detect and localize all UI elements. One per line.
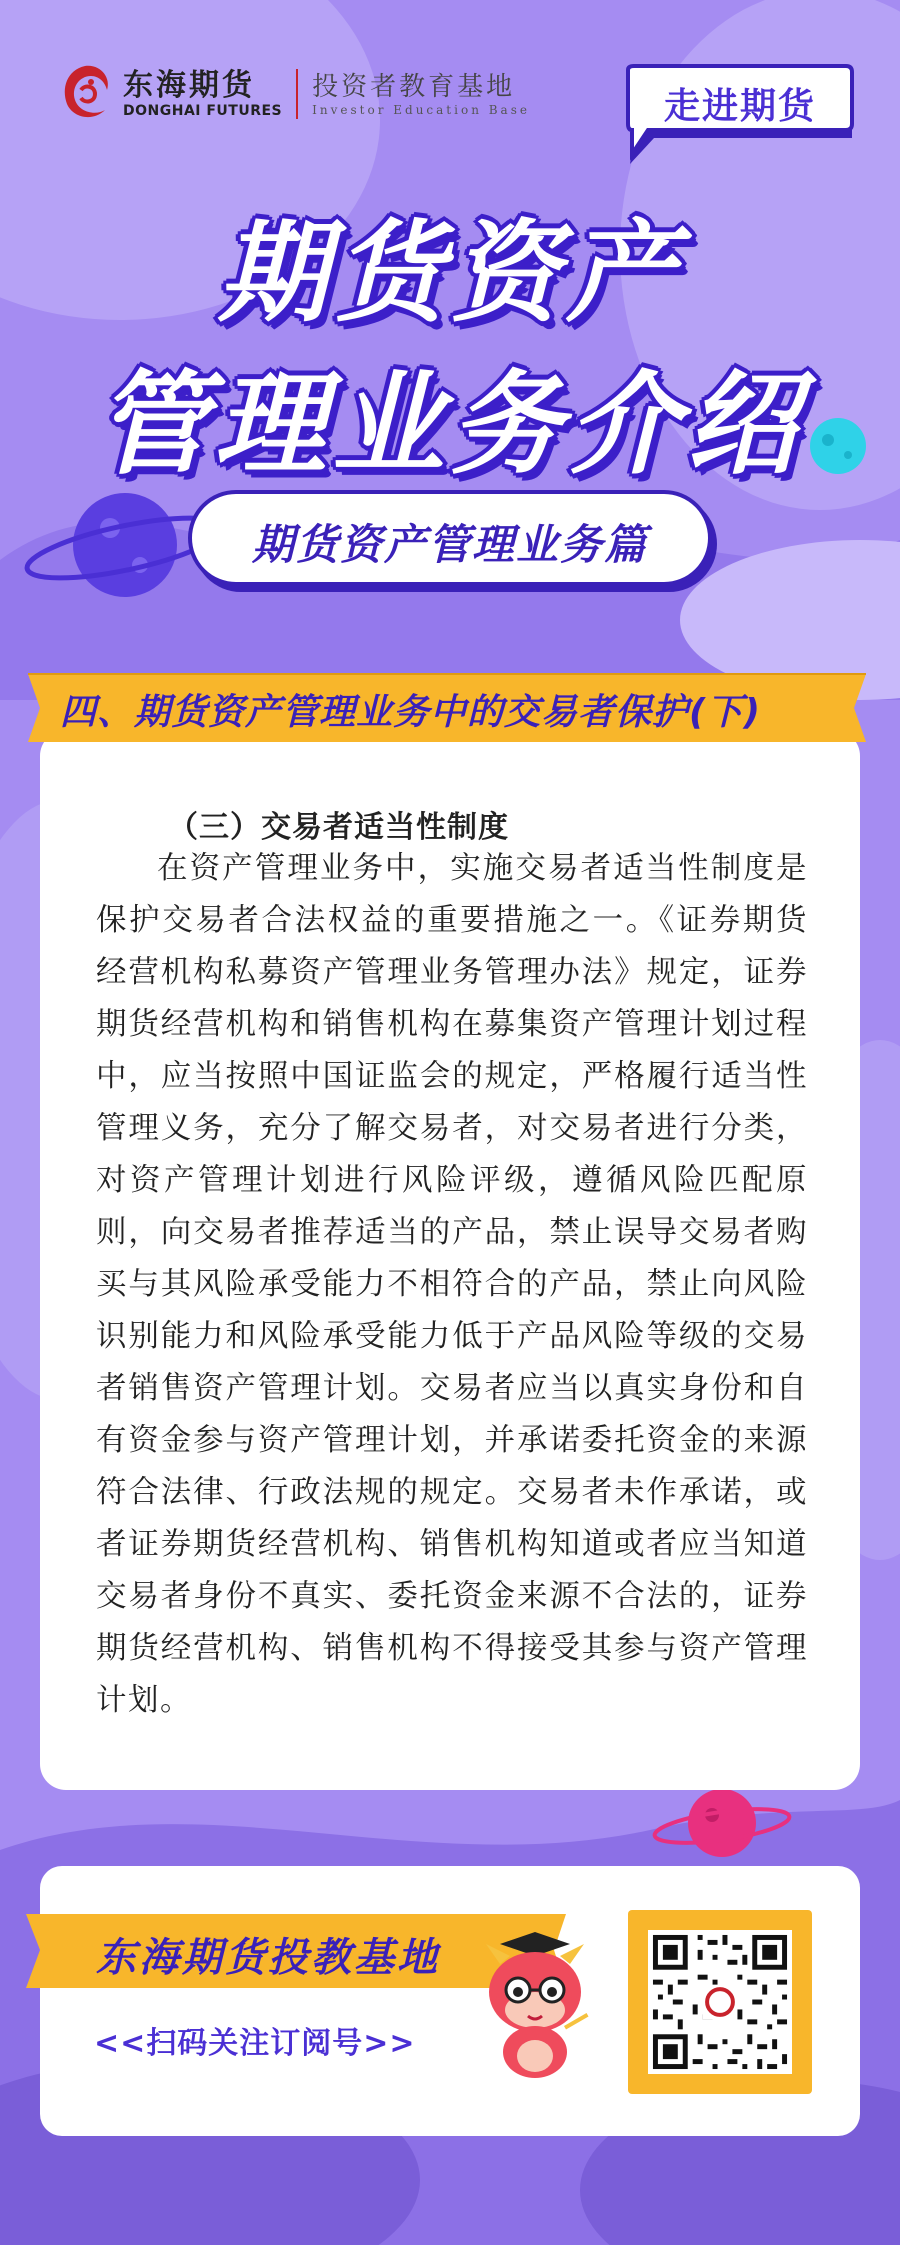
page-title-line-2: 管理业务介绍 — [96, 360, 804, 490]
section-banner — [28, 670, 866, 746]
enter-futures-button[interactable] — [624, 64, 862, 168]
logo-divider — [296, 69, 298, 119]
education-base-cn: 投资者教育基地 — [312, 72, 516, 102]
education-base-en: Investor Education Base — [312, 103, 530, 117]
enter-futures-label: 走进期货 — [663, 86, 816, 127]
footer-subtitle: <<扫码关注订阅号>> — [94, 2026, 416, 2061]
brand-name-cn: 东海期货 — [123, 68, 255, 103]
subtitle-text: 期货资产管理业务篇 — [251, 520, 648, 569]
dragon-logo-icon — [55, 60, 115, 128]
page-title-line-1: 期货资产 — [218, 209, 682, 337]
content-heading: （三）交易者适当性制度 — [168, 810, 509, 845]
qr-code[interactable] — [628, 1910, 812, 2094]
content-body: 在资产管理业务中，实施交易者适当性制度是保护交易者合法权益的重要措施之一。《证券期货经营机构私募资产管理业务管理办法》规定，证券期货经营机构和销售机构在募集资产管理计划过程中，应当按照中国证监会的规定，严格履行适当性管理义务，充分了解交易者，对交易者进行分类，对资产管理计划进行风险评级，遵循风险匹配原则，向交易者推荐适当的产品，禁止误导交易者购买与其风险承受能力不相符合的产品，禁止向风险识别能力和风险承受能力低于产品风险等级的交易者销售资产管理计划。交易者应当以真实身份和自有资金参与资产管理计划，并承诺委托资金的来源符合法律、行政法规的规定。交易者未作承诺，或者证券期货经营机构、销售机构知道或者应当知道交易者身份不真实、委托资金来源不合法的，证券期货经营机构、销售机构不得接受其参与资产管理计划。 — [96, 851, 808, 1718]
qr-pattern-icon — [648, 1930, 792, 2074]
subtitle-pill — [188, 490, 712, 586]
brand-name-en: DONGHAI FUTURES — [123, 103, 283, 119]
brand-logo — [55, 60, 530, 128]
dragon-mascot-icon — [470, 1930, 600, 2080]
footer-title: 东海期货投教基地 — [96, 1935, 440, 1981]
qr-code-image — [648, 1930, 792, 2074]
section-banner-title: 四、期货资产管理业务中的交易者保护(下) — [60, 692, 761, 733]
